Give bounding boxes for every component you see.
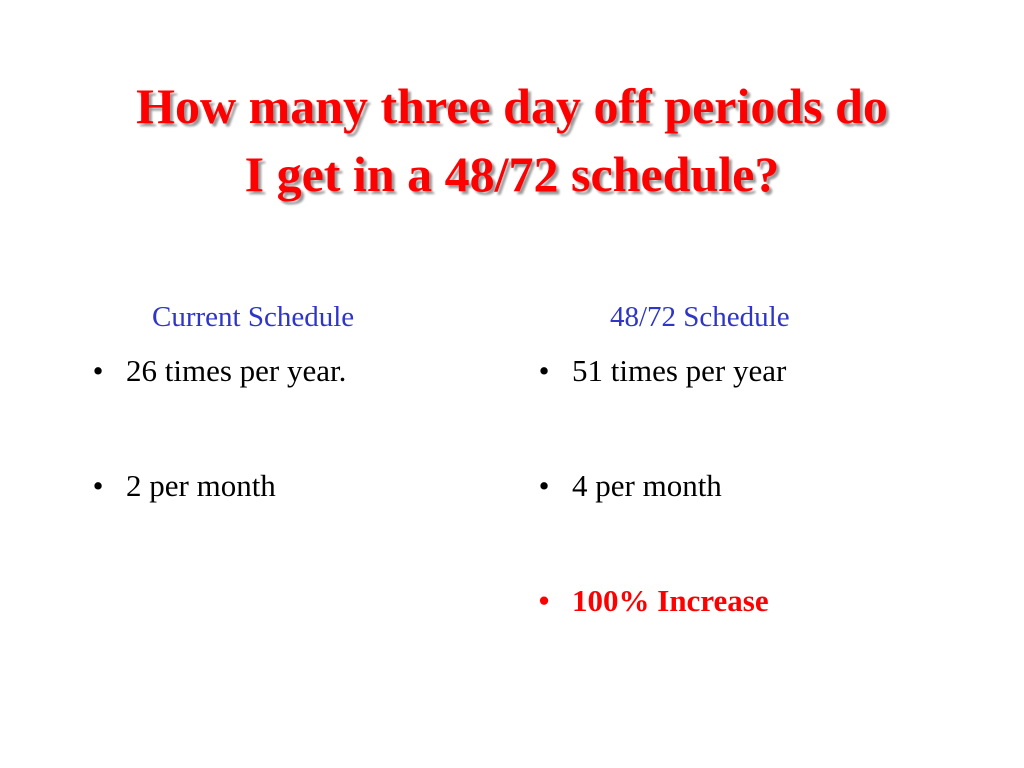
bullet-text: 26 times per year. xyxy=(126,353,347,388)
bullet-icon: • xyxy=(92,468,104,503)
bullet-text: 2 per month xyxy=(126,468,276,503)
new-schedule-column xyxy=(526,296,966,697)
bullet-text: 51 times per year xyxy=(572,353,787,388)
bullet-icon: • xyxy=(538,353,550,388)
list-item xyxy=(526,352,966,410)
bullet-icon: • xyxy=(538,468,550,503)
column-heading-current: Current Schedule xyxy=(152,301,355,333)
bullet-icon: • xyxy=(538,583,550,618)
slide-title xyxy=(30,72,994,208)
list-item xyxy=(526,467,966,525)
bullet-text: 4 per month xyxy=(572,468,722,503)
bullet-icon: • xyxy=(92,353,104,388)
current-schedule-list xyxy=(80,352,500,525)
title-line-2: I get in a 48/72 schedule? xyxy=(244,146,780,202)
current-schedule-column xyxy=(80,296,500,582)
column-heading-48-72: 48/72 Schedule xyxy=(610,301,790,333)
new-schedule-list xyxy=(526,352,966,640)
list-item xyxy=(80,352,500,410)
increase-text: 100% Increase xyxy=(572,583,769,618)
list-item-emphasis xyxy=(526,582,966,640)
list-item xyxy=(80,467,500,525)
title-line-1: How many three day off periods do xyxy=(136,78,888,134)
